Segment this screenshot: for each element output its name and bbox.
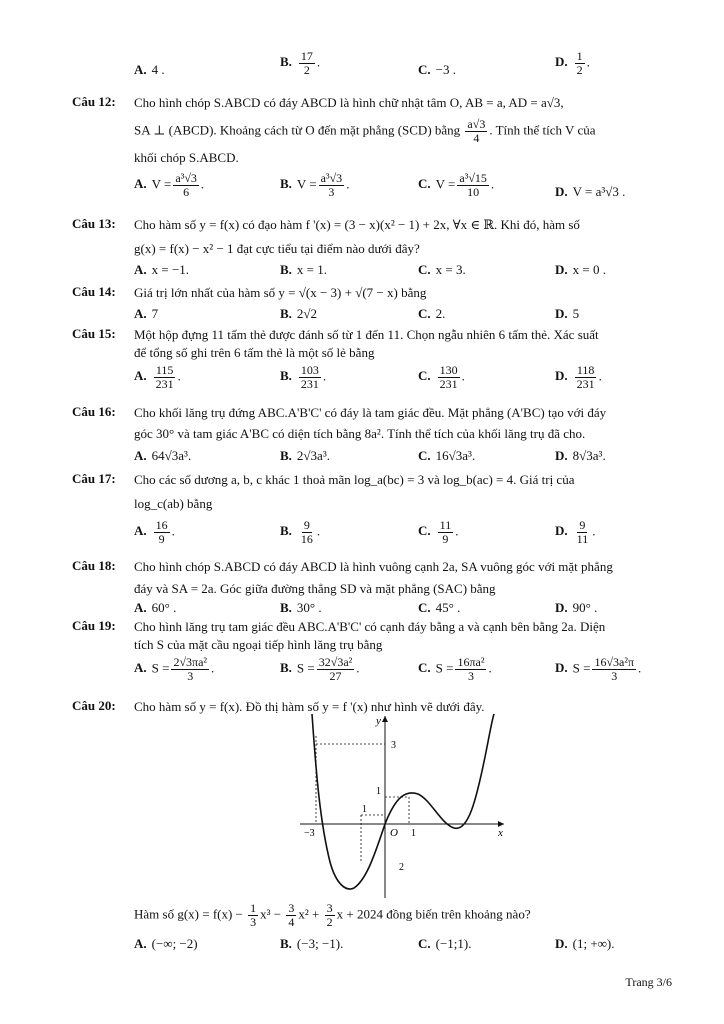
q15-label: Câu 15:: [72, 326, 116, 341]
q13-answer-a[interactable]: A. x = −1.: [134, 262, 190, 277]
q11-answer-b[interactable]: B. $\frac{17}{2}$ .: [280, 49, 321, 77]
q12-answer-a[interactable]: A. V = $\frac{\text{a³√3}}{6}$ .: [134, 171, 205, 199]
q16-answer-d[interactable]: D. 8√3a³.: [555, 448, 606, 463]
q18-label: Câu 18:: [72, 558, 116, 573]
q19-answer-a[interactable]: A. S = $\frac{\text{2√3πa²}}{3}$ .: [134, 655, 215, 683]
q20-label: Câu 20:: [72, 698, 116, 713]
q15-answer-a[interactable]: A. $\frac{115}{231}$ .: [134, 363, 181, 391]
q16-answer-c[interactable]: C. 16√3a³.: [418, 448, 476, 463]
q19-answer-c[interactable]: C. S = $\frac{\text{16πa²}}{3}$ .: [418, 655, 492, 683]
q20-answer-a[interactable]: A. (−∞; −2): [134, 936, 198, 951]
q16-stem: Cho khối lăng trụ đứng ABC.A'B'C' có đáy là tam giác đều. Mặt phẳng (A'BC) tạo với đáy góc 30° và tam giác A'BC có diện tích bằng 8a². Tính thể tích của khối lăng trụ đã cho.: [134, 405, 607, 441]
q18-answer-a[interactable]: A. 60° .: [134, 600, 177, 615]
q11-answer-d[interactable]: D. $\frac{1}{2}$ .: [555, 49, 590, 77]
q18-answer-b[interactable]: B. 30° .: [280, 600, 322, 615]
q12-answer-d[interactable]: D. V = a³√3 .: [555, 184, 626, 199]
y-axis-label: y: [376, 715, 381, 727]
q16-answer-a[interactable]: A. 64√3a³.: [134, 448, 192, 463]
q15-answer-b[interactable]: B. $\frac{103}{231}$ .: [280, 363, 327, 391]
q19-answer-b[interactable]: B. S = $\frac{\text{32√3a²}}{27}$ .: [280, 655, 360, 683]
q14-label: Câu 14:: [72, 284, 116, 299]
tick-x-1: 1: [411, 828, 416, 839]
q17-answer-b[interactable]: B. $\frac{9}{16}$ .: [280, 518, 321, 546]
q19-stem: Cho hình lăng trụ tam giác đều ABC.A'B'C' có cạnh đáy bằng a và cạnh bên bằng 2a. Diện tích S của mặt cầu ngoại tiếp hình lăng trụ bằng: [134, 619, 606, 652]
q16-label: Câu 16:: [72, 404, 116, 419]
q15-answer-d[interactable]: D. $\frac{118}{231}$ .: [555, 363, 602, 391]
q20-answer-d[interactable]: D. (1; +∞).: [555, 936, 615, 951]
tick-x-neg3: −3: [304, 828, 315, 839]
q18-answer-d[interactable]: D. 90° .: [555, 600, 598, 615]
q14-answer-b[interactable]: B. 2√2: [280, 306, 318, 321]
q13-answer-d[interactable]: D. x = 0 .: [555, 262, 606, 277]
q17-stem: Cho các số dương a, b, c khác 1 thoả mãn log_a(bc) = 3 và log_b(ac) = 4. Giá trị của log_c(ab) bằng: [134, 472, 575, 511]
origin-label: O: [390, 827, 398, 839]
q15-stem: Một hộp đựng 11 tấm thẻ được đánh số từ 1 đến 11. Chọn ngẫu nhiên 6 tấm thẻ. Xác suất để tổng số ghi trên 6 tấm thẻ là một số lẻ bằng: [134, 327, 599, 360]
q11-answer-c[interactable]: C. −3 .: [418, 62, 456, 77]
q11-answer-a[interactable]: A. 4 .: [134, 62, 165, 77]
q14-answer-a[interactable]: A. 7: [134, 306, 159, 321]
q12-label: Câu 12:: [72, 94, 116, 109]
tick-y-3: 3: [391, 740, 396, 751]
q13-answer-b[interactable]: B. x = 1.: [280, 262, 328, 277]
q14-answer-c[interactable]: C. 2.: [418, 306, 446, 321]
q12-answer-b[interactable]: B. V = $\frac{\text{a³√3}}{3}$ .: [280, 171, 350, 199]
q13-answer-c[interactable]: C. x = 3.: [418, 262, 466, 277]
q18-stem: Cho hình chóp S.ABCD có đáy ABCD là hình vuông cạnh 2a, SA vuông góc với mặt phẳng đáy và SA = 2a. Góc giữa đường thẳng SD và mặt phẳng (SAC) bằng: [134, 559, 613, 596]
q15-answer-c[interactable]: C. $\frac{130}{231}$ .: [418, 363, 465, 391]
q20-answer-c[interactable]: C. (−1;1).: [418, 936, 472, 951]
q19-label: Câu 19:: [72, 618, 116, 633]
q17-label: Câu 17:: [72, 471, 116, 486]
q20-function-g: Hàm số g(x) = f(x) − $\frac{1}{3}$ x³ − $\frac{3}{4}$ x² + $\frac{3}{2}$ x + 2024 đồng biến trên khoảng nào?: [134, 901, 531, 929]
q12-stem: Cho hình chóp S.ABCD có đáy ABCD là hình chữ nhật tâm O, AB = a, AD = a√3, SA ⊥ (ABCD). Khoảng cách từ O đến mặt phẳng (SCD) bằng $\frac{a√3}{4}$ . Tính thể tích V của khối chóp S.ABCD.: [134, 95, 596, 165]
tick-mid-1: 1: [362, 804, 367, 815]
q20-answer-b[interactable]: B. (−3; −1).: [280, 936, 344, 951]
q19-answer-d[interactable]: D. S = $\frac{\text{16√3a²π}}{3}$ .: [555, 655, 642, 683]
q13-stem: Cho hàm số y = f(x) có đạo hàm f '(x) = (3 − x)(x² − 1) + 2x, ∀x ∈ ℝ. Khi đó, hàm số g(x) = f(x) − x² − 1 đạt cực tiểu tại điểm nào dưới đây?: [134, 217, 580, 256]
q20-stem: Cho hàm số y = f(x). Đồ thị hàm số y = f '(x) như hình vẽ dưới đây.: [134, 699, 485, 714]
tick-y-neg2: 2: [399, 862, 404, 873]
tick-y-1: 1: [376, 786, 381, 797]
q16-answer-b[interactable]: B. 2√3a³.: [280, 448, 330, 463]
q17-answer-d[interactable]: D. $\frac{9}{11}$ .: [555, 518, 596, 546]
q12-answer-c[interactable]: C. V = $\frac{\text{a³√15}}{10}$ .: [418, 171, 495, 199]
q13-label: Câu 13:: [72, 216, 116, 231]
q14-answer-d[interactable]: D. 5: [555, 306, 580, 321]
derivative-graph: [296, 712, 526, 902]
x-axis-label: x: [498, 827, 503, 839]
q17-answer-c[interactable]: C. $\frac{11}{9}$ .: [418, 518, 459, 546]
q18-answer-c[interactable]: C. 45° .: [418, 600, 461, 615]
page-number: Trang 3/6: [625, 975, 672, 989]
q14-stem: Giá trị lớn nhất của hàm số y = √(x − 3) + √(7 − x) bằng: [134, 285, 427, 300]
q17-answer-a[interactable]: A. $\frac{16}{9}$ .: [134, 518, 175, 546]
